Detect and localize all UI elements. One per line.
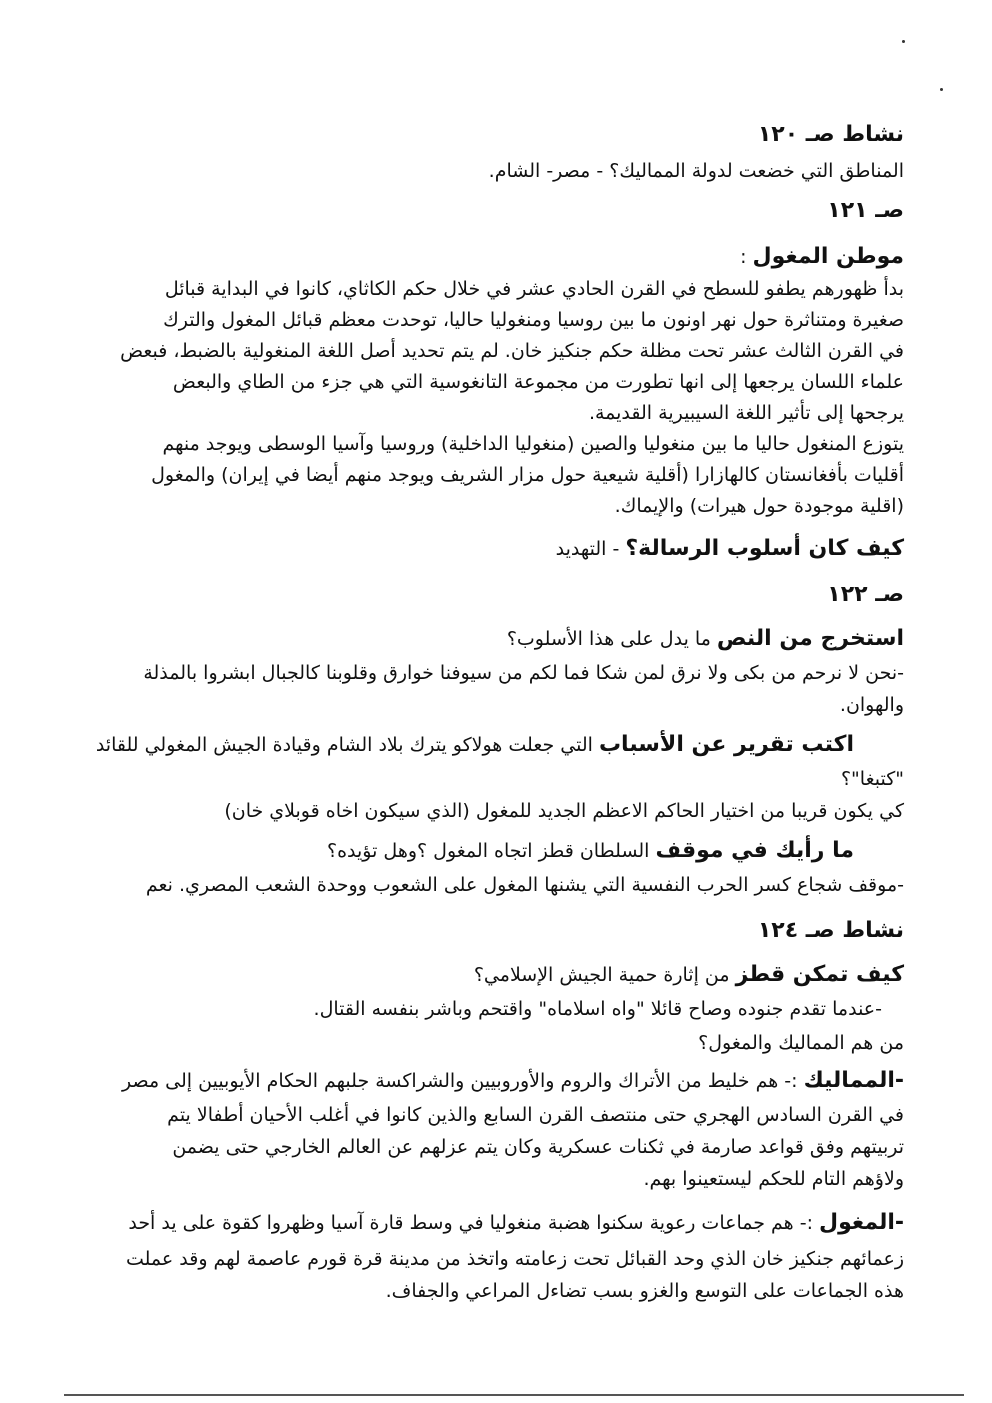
question-who: من هم المماليك والمغول؟: [698, 1032, 904, 1054]
mamluks-first-line: [122, 1070, 904, 1092]
heading-activity-120: نشاط صـ ١٢٠: [757, 122, 904, 147]
question-report-line2: "كتبغا"؟: [840, 768, 904, 790]
question-report-bold: اكتب تقرير عن الأسباب: [598, 732, 854, 757]
mongols-first-line: [128, 1212, 904, 1234]
answer-extract-line: والهوان.: [839, 694, 904, 716]
mamluks-line: ولاؤهم التام للحكم ليستعينوا بهم.: [643, 1168, 904, 1190]
homeland-title: [740, 246, 904, 268]
question-report-rest: التي جعلت هولاكو يترك بلاد الشام وقيادة الجيش المغولي للقائد: [95, 734, 599, 756]
homeland-title-colon: :: [740, 246, 753, 268]
question-qutuz: [474, 964, 904, 986]
answer-report: كي يكون قريبا من اختيار الحاكم الاعظم الجديد للمغول (الذي سيكون اخاه قوبلاي خان): [224, 800, 904, 822]
scan-edge-line: [64, 1394, 964, 1396]
question-message-style: [556, 538, 904, 560]
mongols-label: -المغول: [819, 1210, 904, 1235]
question-qutuz-bold: كيف تمكن قطز: [735, 962, 904, 987]
mamluks-first-text: :- هم خليط من الأتراك والروم والأوروبيين والشراكسة جلبهم الحكام الأيوبيين إلى مصر: [122, 1070, 804, 1092]
question-report: [96, 734, 854, 756]
answer-opinion: -موقف شجاع كسر الحرب النفسية التي يشنها المغول على الشعوب ووحدة الشعب المصري. نعم: [145, 874, 904, 896]
homeland-p1-line: صغيرة ومتناثرة حول نهر اونون ما بين روسيا ومنغوليا حاليا، توحدت معظم قبائل المغول والترك: [163, 309, 904, 331]
question-opinion: [327, 840, 854, 862]
question-message-style-answer: - التهديد: [555, 538, 626, 560]
mongols-first-text: :- هم جماعات رعوية سكنوا هضبة منغوليا في وسط قارة آسيا وظهروا كقوة على يد أحد: [128, 1212, 820, 1234]
homeland-p1-line: علماء اللسان يرجعها إلى انها تطورت من مجموعة التانغوسية التي هي جزء من الطاي والبعض: [172, 371, 904, 393]
question-opinion-bold: ما رأيك في موقف: [655, 838, 854, 863]
heading-activity-124: نشاط صـ ١٢٤: [757, 918, 904, 943]
question-opinion-rest: السلطان قطز اتجاه المغول ؟وهل تؤيده؟: [326, 840, 656, 862]
mamluks-label: -المماليك: [803, 1068, 904, 1093]
mongols-line: هذه الجماعات على التوسع والغزو بسب تضاءل المراعي والجفاف.: [385, 1280, 904, 1302]
heading-page-122: صـ ١٢٢: [827, 582, 904, 607]
scan-speck: [940, 88, 943, 91]
homeland-p2-line: أقليات بأفغانستان كالهازارا (أقلية شيعية حول مزار الشريف ويوجد منهم أيضا في إيران) والمغول: [151, 464, 904, 486]
question-qutuz-rest: من إثارة حمية الجيش الإسلامي؟: [473, 964, 736, 986]
mongols-line: زعمائهم جنكيز خان الذي وحد القبائل تحت زعامته واتخذ من مدينة قرة قورم عاصمة لهم وقد عملت: [125, 1248, 904, 1270]
question-message-style-bold: كيف كان أسلوب الرسالة؟: [625, 536, 904, 561]
question-extract-bold: استخرج من النص: [716, 626, 904, 651]
answer-extract-line: -نحن لا نرحم من بكى ولا نرق لمن شكا فما لكم من سيوفنا خوارق وقلوبنا كالجبال ابشروا بالمذلة: [143, 662, 904, 684]
homeland-title-text: موطن المغول: [752, 244, 904, 269]
homeland-p1-line: في القرن الثالث عشر تحت مظلة حكم جنكيز خان. لم يتم تحديد أصل اللغة المنغولية بالضبط، فبعض: [120, 340, 904, 362]
heading-page-121: صـ ١٢١: [827, 198, 904, 223]
question-extract: [507, 628, 904, 650]
question-extract-rest: ما يدل على هذا الأسلوب؟: [506, 628, 717, 650]
question-mamluk-regions: المناطق التي خضعت لدولة المماليك؟ - مصر- الشام.: [488, 160, 904, 182]
scan-speck: [902, 40, 905, 43]
homeland-p2-line: (اقلية موجودة حول هيرات) والإيماك.: [614, 495, 904, 517]
homeland-p1-line: يرجحها إلى تأثير اللغة السيبيرية القديمة.: [588, 402, 904, 424]
mamluks-line: في القرن السادس الهجري حتى منتصف القرن السابع والذين كانوا في أغلب الأحيان أطفالا يتم: [167, 1104, 904, 1126]
answer-qutuz: -عندما تقدم جنوده وصاح قائلا "واه اسلاماه" واقتحم وباشر بنفسه القتال.: [313, 998, 882, 1020]
homeland-p1-line: بدأ ظهورهم يطفو للسطح في القرن الحادي عشر في خلال حكم الكاثاي، كانوا في البداية قبائل: [164, 278, 904, 300]
mamluks-line: تربيتهم وفق قواعد صارمة في ثكنات عسكرية وكان يتم عزلهم عن العالم الخارجي حتى يضمن: [172, 1136, 904, 1158]
homeland-p2-line: يتوزع المنغول حاليا ما بين منغوليا والصين (منغوليا الداخلية) وروسيا وآسيا الوسطى ويوجد منهم: [162, 433, 904, 455]
